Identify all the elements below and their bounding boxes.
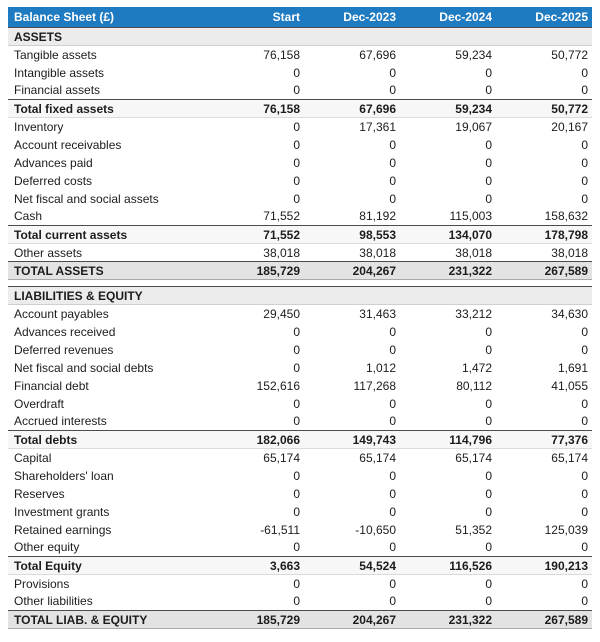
row-value: 185,729 [208, 262, 304, 280]
row-value: 0 [496, 503, 592, 521]
table-row [8, 100, 592, 118]
row-label: Account payables [8, 305, 208, 323]
row-value: 0 [208, 485, 304, 503]
row-value: 149,743 [304, 431, 400, 449]
row-value: 0 [400, 503, 496, 521]
table-row [8, 305, 592, 323]
row-value: 182,066 [208, 431, 304, 449]
table-row [8, 341, 592, 359]
table-row [8, 82, 592, 100]
table-row [8, 28, 592, 46]
column-header-start: Start [208, 7, 304, 28]
row-value [496, 28, 592, 46]
row-value: 0 [496, 413, 592, 431]
row-value: 0 [400, 190, 496, 208]
row-value: 31,463 [304, 305, 400, 323]
row-value: 231,322 [400, 611, 496, 629]
row-value: 0 [208, 82, 304, 100]
row-value: 117,268 [304, 377, 400, 395]
row-value: 0 [208, 413, 304, 431]
table-body [8, 28, 592, 629]
row-value: 20,167 [496, 118, 592, 136]
table-row [8, 557, 592, 575]
row-value: 0 [496, 539, 592, 557]
row-value: 185,729 [208, 611, 304, 629]
row-value: 65,174 [496, 449, 592, 467]
table-row [8, 46, 592, 64]
row-value: 0 [496, 395, 592, 413]
row-value: 0 [496, 154, 592, 172]
table-row [8, 190, 592, 208]
table-row [8, 413, 592, 431]
row-value: 0 [304, 593, 400, 611]
row-label: Deferred revenues [8, 341, 208, 359]
row-value: 51,352 [400, 521, 496, 539]
table-row [8, 431, 592, 449]
table-row [8, 136, 592, 154]
row-label: Tangible assets [8, 46, 208, 64]
row-value: -61,511 [208, 521, 304, 539]
row-value: 0 [208, 467, 304, 485]
row-value: 0 [208, 118, 304, 136]
table-row [8, 467, 592, 485]
row-label: Cash [8, 208, 208, 226]
table-row [8, 226, 592, 244]
row-value: 231,322 [400, 262, 496, 280]
row-value: 0 [208, 341, 304, 359]
row-label: Total fixed assets [8, 100, 208, 118]
row-value: 0 [400, 154, 496, 172]
row-label: Investment grants [8, 503, 208, 521]
row-value: 0 [304, 154, 400, 172]
table-row [8, 323, 592, 341]
row-value: 114,796 [400, 431, 496, 449]
row-value: 0 [400, 64, 496, 82]
row-value: 71,552 [208, 226, 304, 244]
row-label: Account receivables [8, 136, 208, 154]
column-header-dec-2024: Dec-2024 [400, 7, 496, 28]
row-value: 115,003 [400, 208, 496, 226]
row-value: 0 [304, 190, 400, 208]
row-value: 0 [400, 413, 496, 431]
row-label: Retained earnings [8, 521, 208, 539]
row-value: 0 [208, 172, 304, 190]
row-label: Financial debt [8, 377, 208, 395]
row-label: Advances received [8, 323, 208, 341]
row-value: -10,650 [304, 521, 400, 539]
row-value: 0 [496, 190, 592, 208]
row-value: 0 [496, 323, 592, 341]
table-row [8, 208, 592, 226]
table-row [8, 359, 592, 377]
row-value: 71,552 [208, 208, 304, 226]
row-label: Capital [8, 449, 208, 467]
row-label: Provisions [8, 575, 208, 593]
table-row [8, 154, 592, 172]
row-value [496, 287, 592, 305]
row-value: 125,039 [496, 521, 592, 539]
row-value: 152,616 [208, 377, 304, 395]
row-value: 1,472 [400, 359, 496, 377]
row-value: 59,234 [400, 46, 496, 64]
row-label: Intangible assets [8, 64, 208, 82]
row-value: 1,012 [304, 359, 400, 377]
row-value: 67,696 [304, 46, 400, 64]
row-label: Accrued interests [8, 413, 208, 431]
row-value [304, 287, 400, 305]
row-value: 67,696 [304, 100, 400, 118]
row-value: 50,772 [496, 100, 592, 118]
row-value: 0 [208, 323, 304, 341]
row-value: 0 [208, 154, 304, 172]
row-label: TOTAL ASSETS [8, 262, 208, 280]
row-value: 0 [400, 467, 496, 485]
row-value: 0 [208, 539, 304, 557]
row-value: 0 [304, 323, 400, 341]
row-value: 0 [304, 172, 400, 190]
row-value: 0 [400, 341, 496, 359]
row-value: 38,018 [496, 244, 592, 262]
table-row [8, 503, 592, 521]
row-value: 0 [400, 172, 496, 190]
row-label: Advances paid [8, 154, 208, 172]
row-label: Financial assets [8, 82, 208, 100]
row-value: 0 [400, 593, 496, 611]
row-value: 0 [304, 395, 400, 413]
row-label: Other equity [8, 539, 208, 557]
row-value: 3,663 [208, 557, 304, 575]
row-label: Total debts [8, 431, 208, 449]
row-value: 0 [304, 341, 400, 359]
row-value: 158,632 [496, 208, 592, 226]
row-value: 116,526 [400, 557, 496, 575]
row-value: 0 [304, 64, 400, 82]
table-row [8, 377, 592, 395]
row-label: Other assets [8, 244, 208, 262]
row-value: 50,772 [496, 46, 592, 64]
table-row [8, 593, 592, 611]
table-row [8, 395, 592, 413]
row-value: 204,267 [304, 262, 400, 280]
row-value: 0 [400, 575, 496, 593]
row-value: 0 [496, 172, 592, 190]
row-value: 65,174 [304, 449, 400, 467]
row-value: 134,070 [400, 226, 496, 244]
row-value: 29,450 [208, 305, 304, 323]
row-label: Deferred costs [8, 172, 208, 190]
row-value: 98,553 [304, 226, 400, 244]
row-value: 76,158 [208, 100, 304, 118]
row-value: 0 [496, 575, 592, 593]
row-value [304, 28, 400, 46]
row-label: Overdraft [8, 395, 208, 413]
table-row [8, 64, 592, 82]
row-value: 204,267 [304, 611, 400, 629]
row-value: 76,158 [208, 46, 304, 64]
table-row [8, 539, 592, 557]
row-value: 0 [496, 64, 592, 82]
row-value: 267,589 [496, 262, 592, 280]
row-value: 0 [400, 82, 496, 100]
row-value: 0 [304, 413, 400, 431]
row-value: 0 [208, 64, 304, 82]
row-value: 0 [496, 485, 592, 503]
row-value: 65,174 [400, 449, 496, 467]
row-value: 0 [208, 503, 304, 521]
row-label: Reserves [8, 485, 208, 503]
table-row [8, 611, 592, 629]
row-value: 80,112 [400, 377, 496, 395]
row-value: 0 [304, 467, 400, 485]
row-value: 17,361 [304, 118, 400, 136]
row-value: 0 [208, 593, 304, 611]
row-value [400, 287, 496, 305]
column-header-dec-2023: Dec-2023 [304, 7, 400, 28]
row-value: 81,192 [304, 208, 400, 226]
row-value [400, 28, 496, 46]
row-value: 0 [208, 395, 304, 413]
row-value: 0 [304, 575, 400, 593]
row-label: Total Equity [8, 557, 208, 575]
table-row [8, 118, 592, 136]
row-value: 38,018 [208, 244, 304, 262]
table-row [8, 262, 592, 280]
column-header-dec-2025: Dec-2025 [496, 7, 592, 28]
row-value: 34,630 [496, 305, 592, 323]
row-value: 0 [496, 467, 592, 485]
row-value: 54,524 [304, 557, 400, 575]
table-row [8, 449, 592, 467]
row-value: 0 [496, 136, 592, 154]
row-value: 0 [400, 323, 496, 341]
spacer-cell [8, 280, 592, 287]
row-value: 0 [496, 341, 592, 359]
row-value: 0 [400, 395, 496, 413]
row-value: 178,798 [496, 226, 592, 244]
row-label: Shareholders' loan [8, 467, 208, 485]
row-value: 0 [304, 485, 400, 503]
row-value: 0 [496, 82, 592, 100]
table-row [8, 287, 592, 305]
row-value: 0 [496, 593, 592, 611]
row-value: 267,589 [496, 611, 592, 629]
row-label: ASSETS [8, 28, 208, 46]
row-label: Net fiscal and social assets [8, 190, 208, 208]
row-value: 38,018 [304, 244, 400, 262]
row-value: 1,691 [496, 359, 592, 377]
row-value [208, 287, 304, 305]
row-value: 190,213 [496, 557, 592, 575]
row-value: 0 [304, 82, 400, 100]
row-value: 0 [304, 136, 400, 154]
row-value: 0 [304, 539, 400, 557]
row-value: 0 [304, 503, 400, 521]
table-row [8, 172, 592, 190]
balance-sheet-table [8, 7, 592, 629]
row-value: 77,376 [496, 431, 592, 449]
row-value: 0 [400, 539, 496, 557]
row-value: 0 [400, 485, 496, 503]
table-row [8, 485, 592, 503]
spacer-row [8, 280, 592, 287]
row-label: Other liabilities [8, 593, 208, 611]
table-title: Balance Sheet (£) [8, 7, 208, 28]
table-header-row [8, 7, 592, 28]
row-label: Net fiscal and social debts [8, 359, 208, 377]
row-value: 33,212 [400, 305, 496, 323]
table-row [8, 521, 592, 539]
row-label: LIABILITIES & EQUITY [8, 287, 208, 305]
row-value: 0 [208, 359, 304, 377]
row-value: 0 [208, 190, 304, 208]
row-value: 0 [400, 136, 496, 154]
row-value: 0 [208, 575, 304, 593]
row-value [208, 28, 304, 46]
row-label: Total current assets [8, 226, 208, 244]
table-row [8, 244, 592, 262]
row-label: Inventory [8, 118, 208, 136]
table-row [8, 575, 592, 593]
row-value: 38,018 [400, 244, 496, 262]
row-value: 41,055 [496, 377, 592, 395]
row-value: 59,234 [400, 100, 496, 118]
row-value: 65,174 [208, 449, 304, 467]
row-value: 19,067 [400, 118, 496, 136]
row-value: 0 [208, 136, 304, 154]
row-label: TOTAL LIAB. & EQUITY [8, 611, 208, 629]
